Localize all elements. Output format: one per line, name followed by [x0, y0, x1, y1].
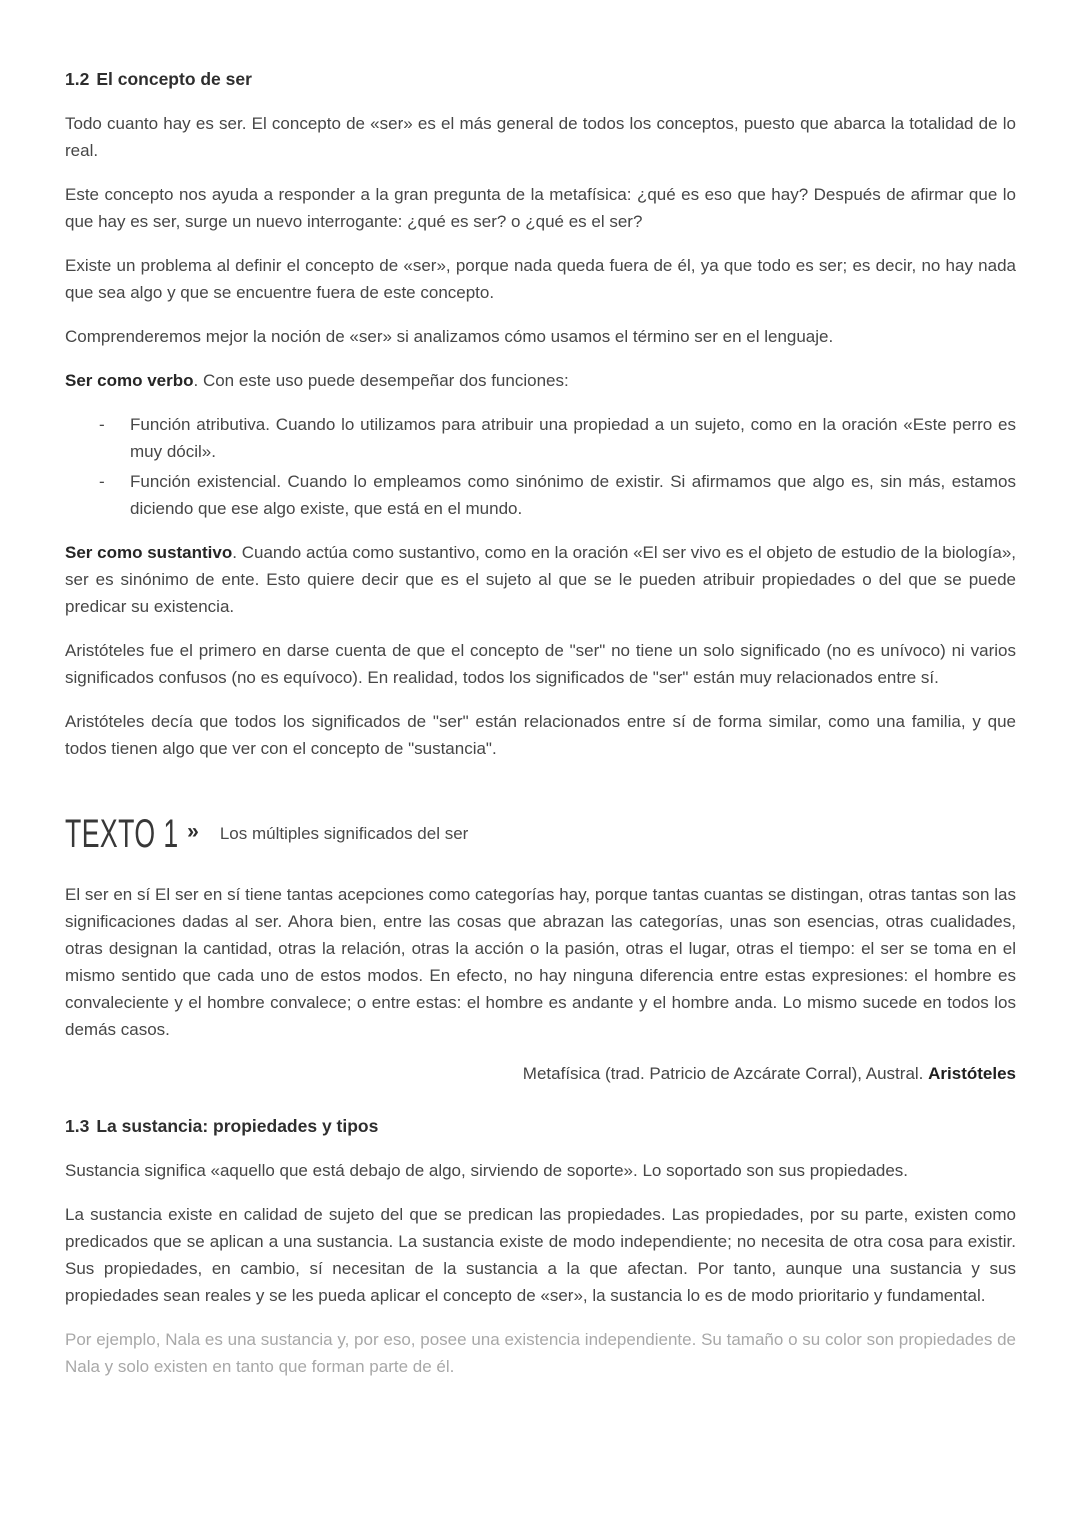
list-item-funcion-existencial: - Función existencial. Cuando lo empleamos como sinónimo de existir. Si afirmamos que algo es, sin más, estamos diciendo que ese algo existe, que está en el mundo.: [130, 468, 1016, 522]
section-1-3-heading: [65, 1113, 1016, 1140]
texto1-label: TEXTO 1: [65, 811, 179, 856]
paragraph-aristoteles-1: Aristóteles fue el primero en darse cuenta de que el concepto de "ser" no tiene un solo significado (no es unívoco) ni varios significados confusos (no es equívoco). En realidad, todos los significados de "ser" están muy relacionados entre sí.: [65, 641, 1016, 687]
paragraph-intro-1: Todo cuanto hay es ser. El concepto de «ser» es el más general de todos los conceptos, puesto que abarca la totalidad de lo real.: [65, 114, 1016, 160]
attribution-source: Metafísica (trad. Patricio de Azcárate Corral), Austral.: [522, 1064, 929, 1083]
section-number: 1.3: [65, 1116, 90, 1136]
section-title: La sustancia: propiedades y tipos: [96, 1116, 379, 1136]
attribution-author: Aristóteles: [928, 1064, 1016, 1083]
ser-como-verbo-paragraph: [65, 367, 1016, 394]
lead-rest-verbo: . Con este uso puede desempeñar dos funciones:: [193, 371, 569, 390]
paragraph-sustancia-2: La sustancia existe en calidad de sujeto del que se predican las propiedades. Las propiedades, por su parte, existen como predicados que se aplican a una sustancia. La sustancia existe de modo independiente; no necesita de otra cosa para existir. Sus propiedades, en cambio, sí necesitan de la sustancia a la que afectan. Por tanto, aunque una sustancia y sus propiedades sean reales y se les pueda aplicar el concepto de «ser», la sustancia lo es de modo prioritario y fundamental.: [65, 1205, 1016, 1305]
paragraph-aristoteles-2: Aristóteles decía que todos los significados de "ser" están relacionados entre sí de forma similar, como una familia, y que todos tienen algo que ver con el concepto de "sustancia".: [65, 712, 1016, 758]
texto1-attribution: [65, 1060, 1016, 1087]
lead-term-sustantivo: Ser como sustantivo: [65, 543, 233, 562]
lead-term-verbo: Ser como verbo: [65, 371, 194, 390]
paragraph-intro-3: Existe un problema al definir el concepto de «ser», porque nada queda fuera de él, ya que todo es ser; es decir, no hay nada que sea algo y que se encuentre fuera de este concepto.: [65, 256, 1016, 302]
paragraph-sustancia-1: Sustancia significa «aquello que está debajo de algo, sirviendo de soporte». Lo soportado son sus propiedades.: [65, 1161, 909, 1180]
texto1-body: El ser en sí El ser en sí tiene tantas acepciones como categorías hay, porque tantas cuantas se distingan, otras tantas son las significaciones dadas al ser. Ahora bien, entre las cosas que abrazan las categorías, unas son esencias, otras cualidades, otras designan la cantidad, otras la relación, otras la acción o la pasión, otras el lugar, otras el tiempo: el ser se toma en el mismo sentido que cada uno de estos modos. En efecto, no hay ninguna diferencia entre estas expresiones: el hombre es convaleciente y el hombre convalece; o entre estas: el hombre es andante y el hombre anda. Lo mismo sucede en todos los demás casos.: [65, 885, 1016, 1039]
lead-rest-sustantivo: . Cuando actúa como sustantivo, como en la oración «El ser vivo es el objeto de estudio de la biología», ser es sinónimo de ente. Esto quiere decir que es el sujeto al que se le pueden atribuir propiedades o del que se puede predicar su existencia.: [65, 543, 1016, 616]
paragraph-intro-2: Este concepto nos ayuda a responder a la gran pregunta de la metafísica: ¿qué es eso que hay? Después de afirmar que lo que hay es ser, surge un nuevo interrogante: ¿qué es ser? o ¿qué es el ser?: [65, 185, 1016, 231]
texto1-header: [65, 811, 1016, 856]
section-1-2-heading: [65, 66, 1016, 93]
section-number: 1.2: [65, 69, 90, 89]
list-item-funcion-atributiva: - Función atributiva. Cuando lo utilizamos para atribuir una propiedad a un sujeto, como en la oración «Este perro es muy dócil».: [130, 411, 1016, 465]
ser-como-sustantivo-paragraph: [65, 539, 1016, 620]
section-title: El concepto de ser: [96, 69, 252, 89]
verbo-functions-list: [65, 411, 1016, 522]
texto1-title: Los múltiples significados del ser: [219, 824, 469, 843]
chevron-right-icon: »: [187, 820, 198, 843]
paragraph-example-nala: Por ejemplo, Nala es una sustancia y, por eso, posee una existencia independiente. Su tamaño o su color son propiedades de Nala y solo existen en tanto que forman parte de él.: [65, 1330, 1016, 1376]
paragraph-intro-4: Comprenderemos mejor la noción de «ser» si analizamos cómo usamos el término ser en el lenguaje.: [65, 327, 834, 346]
